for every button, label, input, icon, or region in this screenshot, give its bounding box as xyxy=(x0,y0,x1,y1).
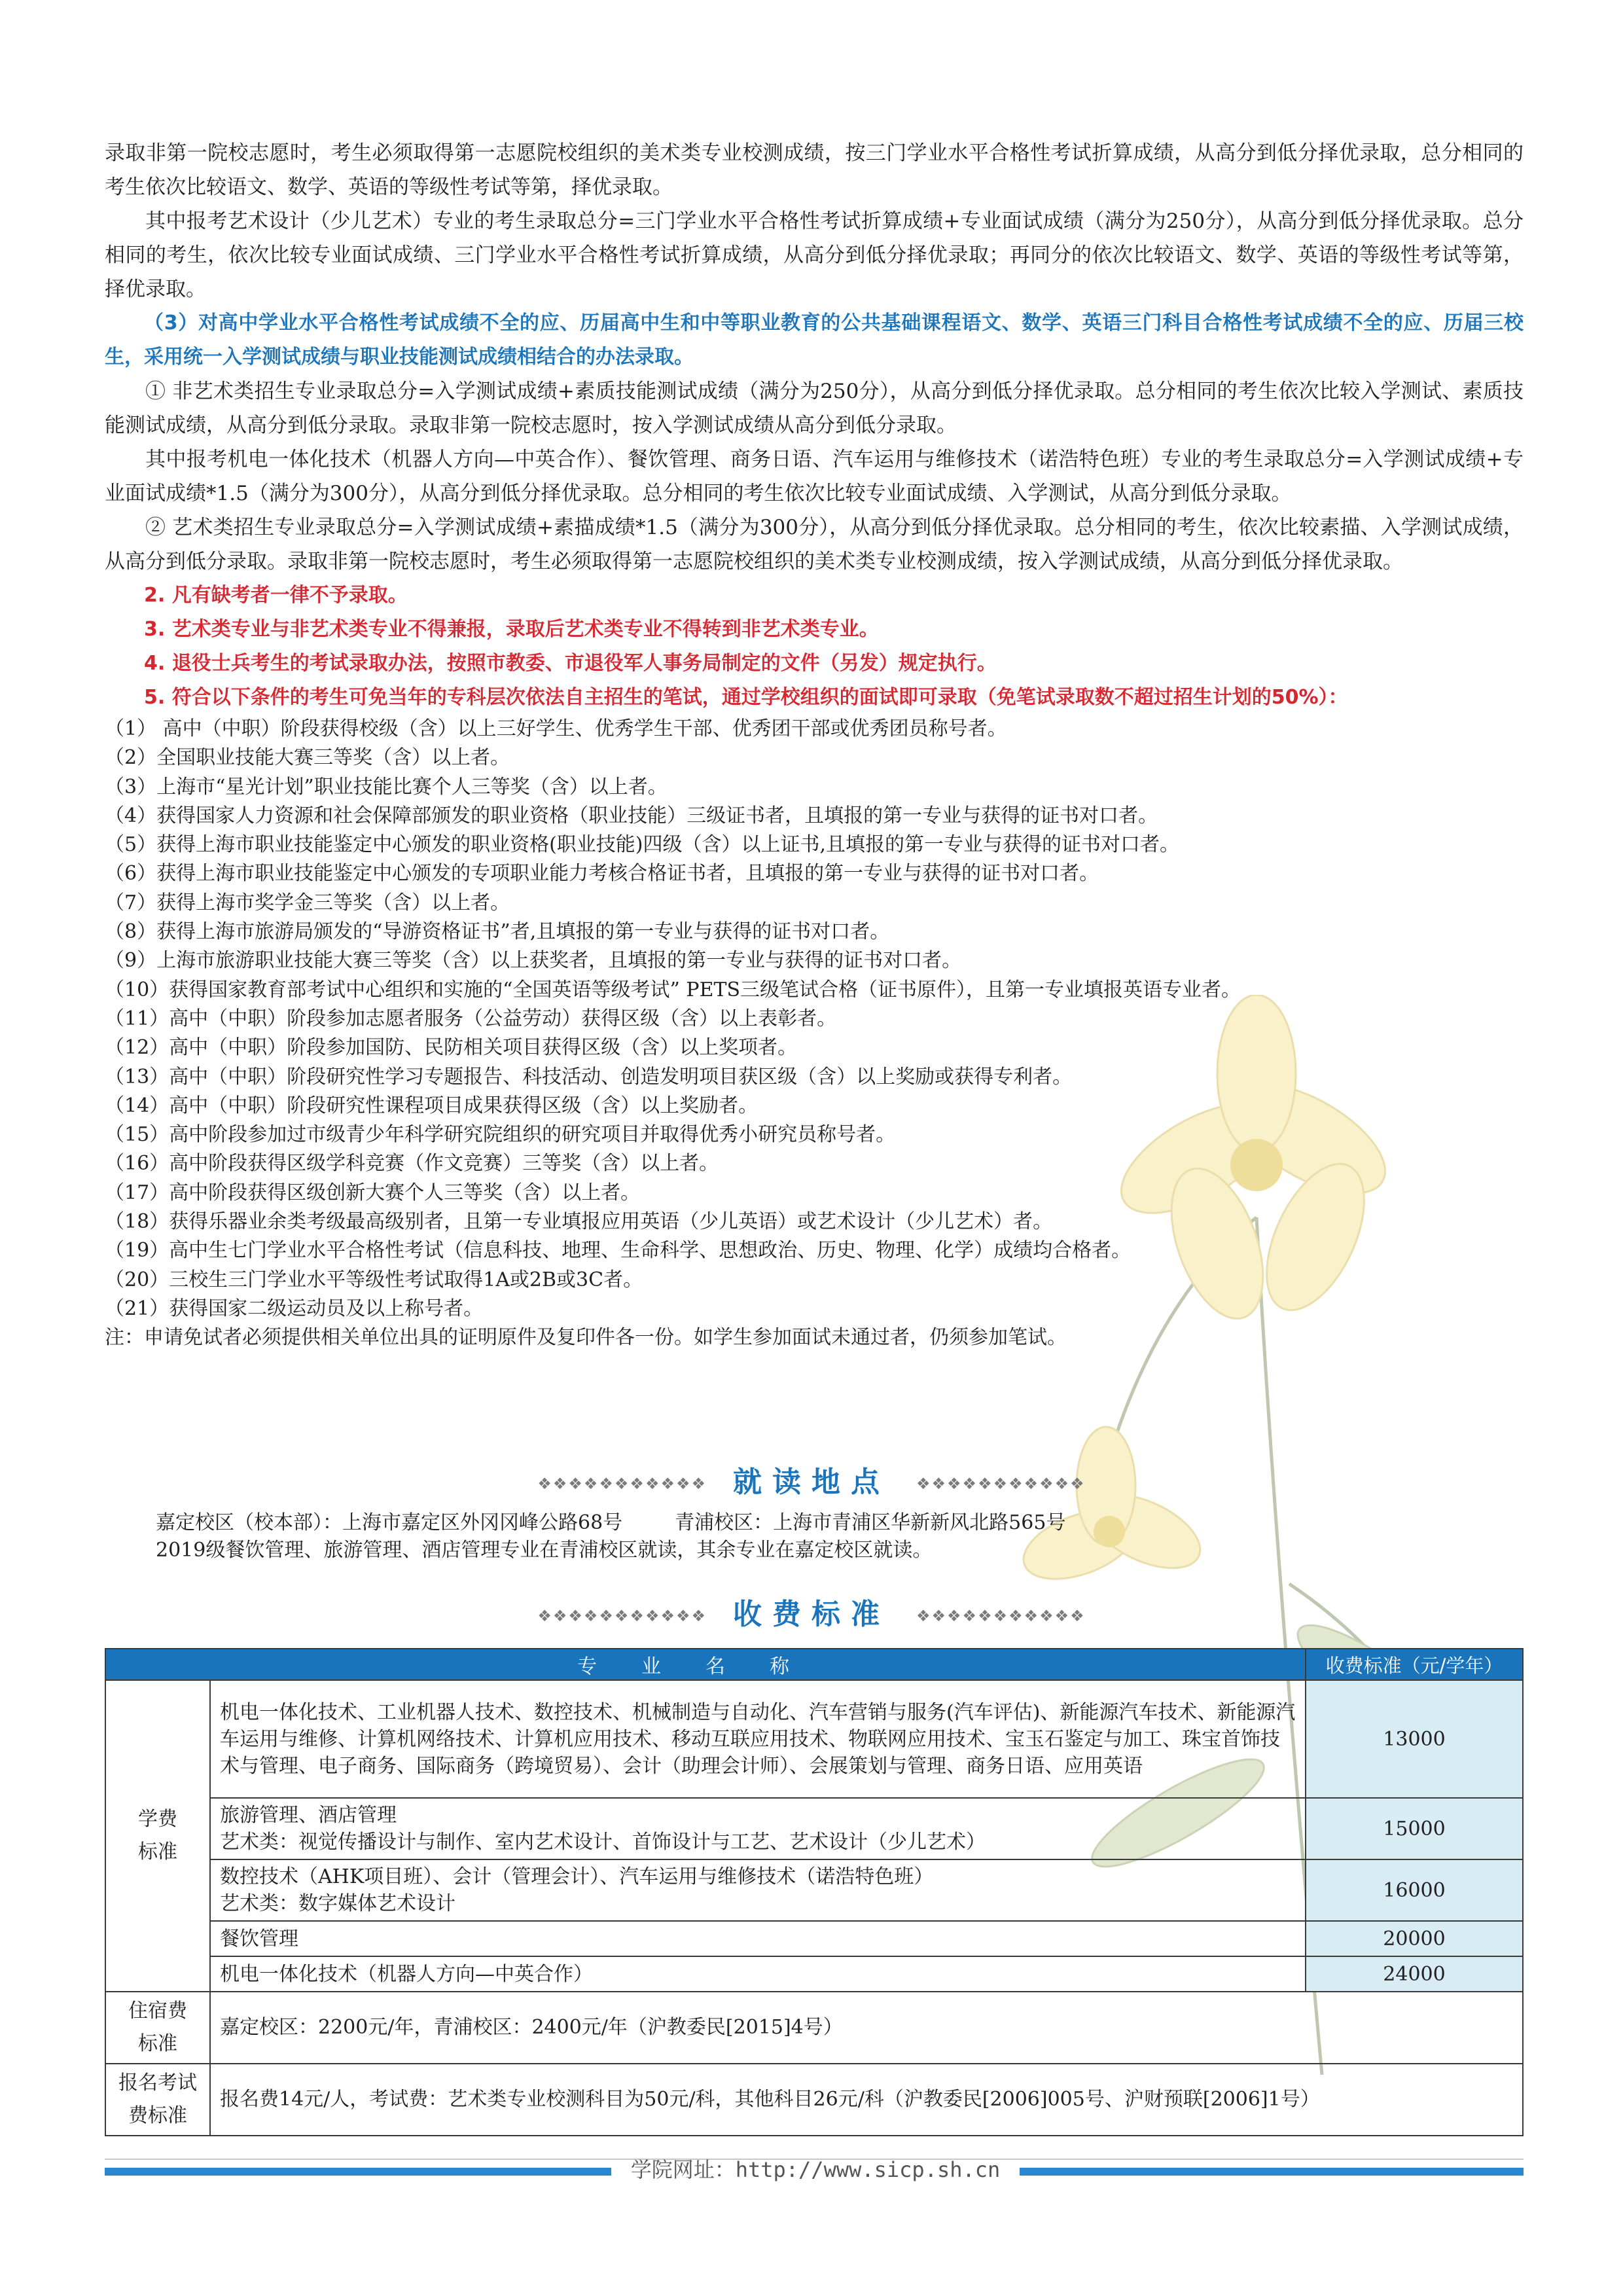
decorative-dots-icon: ❖❖❖❖❖❖❖❖❖❖❖ xyxy=(537,1475,707,1493)
paragraph-3-heading: （3）对高中学业水平合格性考试成绩不全的应、历届高中生和中等职业教育的公共基础课程语文、数学、英语三门科目合格性考试成绩不全的应、历届三校生，采用统一入学测试成绩与职业技能测试成绩相结合的办法录取。 xyxy=(105,312,1524,368)
tuition-label: 学费 标准 xyxy=(105,1680,210,1992)
paragraph-5: 其中报考机电一体化技术（机器人方向—中英合作）、餐饮管理、商务日语、汽车运用与维修技术（诺浩特色班）专业的考生录取总分=入学测试成绩+专业面试成绩*1.5（满分为300分），从高分到低分择优录取。总分相同的考生依次比较专业面试成绩、入学测试，从高分到低分录取。 xyxy=(105,448,1524,505)
rule-5: 5. 符合以下条件的考生可免当年的专科层次依法自主招生的笔试，通过学校组织的面试即可录取（免笔试录取数不超过招生计划的50%）： xyxy=(144,686,1348,709)
exam-fee-label: 报名考试 费标准 xyxy=(105,2064,210,2136)
exemption-note: 注：申请免试者必须提供相关单位出具的证明原件及复印件各一份。如学生参加面试未通过者，仍须参加笔试。 xyxy=(105,1326,1067,1350)
rule-3: 3. 艺术类专业与非艺术类专业不得兼报，录取后艺术类专业不得转到非艺术类专业。 xyxy=(144,618,879,641)
list-item: （21）获得国家二级运动员及以上称号者。 xyxy=(105,1297,484,1320)
list-item: （4）获得国家人力资源和社会保障部颁发的职业资格（职业技能）三级证书者，且填报的第一专业与获得的证书对口者。 xyxy=(105,804,1158,827)
table-row xyxy=(105,1956,1523,1992)
paragraph-2: 其中报考艺术设计（少儿艺术）专业的考生录取总分=三门学业水平合格性考试折算成绩+专业面试成绩（满分为250分），从高分到低分择优录取。总分相同的考生，依次比较专业面试成绩、三门学业水平合格性考试折算成绩，从高分到低分择优录取；再同分的依次比较语文、数学、英语的等级性考试等第，择优录取。 xyxy=(105,209,1524,301)
table-row xyxy=(105,2064,1523,2136)
decorative-dots-icon: ❖❖❖❖❖❖❖❖❖❖❖ xyxy=(916,1607,1086,1625)
list-item: （18）获得乐器业余类考级最高级别者，且第一专业填报应用英语（少儿英语）或艺术设计（少儿艺术）者。 xyxy=(105,1210,1053,1234)
footer-bar-left xyxy=(105,2168,611,2176)
footer xyxy=(105,2157,1524,2182)
table-header xyxy=(105,1649,1523,1680)
tuition-fee-4: 20000 xyxy=(1306,1921,1523,1956)
tuition-majors-2: 旅游管理、酒店管理 艺术类：视觉传播设计与制作、室内艺术设计、首饰设计与工艺、艺术设计（少儿艺术） xyxy=(210,1798,1306,1859)
table-row xyxy=(105,1921,1523,1956)
qingpu-campus: 青浦校区：上海市青浦区华新新风北路565号 xyxy=(675,1511,1066,1534)
fee-table xyxy=(105,1648,1524,2136)
campus-note: 2019级餐饮管理、旅游管理、酒店管理专业在青浦校区就读，其余专业在嘉定校区就读。 xyxy=(156,1539,933,1562)
paragraph-6: ② 艺术类招生专业录取总分=入学测试成绩+素描成绩*1.5（满分为300分），从高分到低分择优录取。总分相同的考生，依次比较素描、入学测试成绩，从高分到低分录取。录取非第一院校志愿时，考生必须取得第一志愿院校组织的美术类专业校测成绩，按入学测试成绩，从高分到低分择优录取。 xyxy=(105,516,1524,573)
location-title: 就读地点 xyxy=(733,1465,890,1499)
admission-rules xyxy=(105,136,1524,1353)
tuition-fee-3: 16000 xyxy=(1306,1859,1523,1921)
paragraph-1: 录取非第一院校志愿时，考生必须取得第一志愿院校组织的美术类专业校测成绩，按三门学业水平合格性考试折算成绩，从高分到低分择优录取，总分相同的考生依次比较语文、数学、英语的等级性考试等第，择优录取。 xyxy=(105,141,1524,199)
header-fee: 收费标准（元/学年） xyxy=(1306,1649,1523,1680)
list-item: （12）高中（中职）阶段参加国防、民防相关项目获得区级（含）以上奖项者。 xyxy=(105,1036,798,1060)
table-row xyxy=(105,1798,1523,1859)
paragraph-4: ① 非艺术类招生专业录取总分=入学测试成绩+素质技能测试成绩（满分为250分），从高分到低分择优录取。总分相同的考生依次比较入学测试、素质技能测试成绩，从高分到低分录取。录取非第一院校志愿时，按入学测试成绩从高分到低分录取。 xyxy=(105,380,1524,437)
campus-addresses xyxy=(156,1509,1065,1537)
list-item: （1） 高中（中职）阶段获得校级（含）以上三好学生、优秀学生干部、优秀团干部或优秀团员称号者。 xyxy=(105,717,1007,740)
header-major: 专业名称 xyxy=(105,1649,1306,1680)
list-item: （6）获得上海市职业技能鉴定中心颁发的专项职业能力考核合格证书者，且填报的第一专业与获得的证书对口者。 xyxy=(105,862,1099,886)
list-item: （14）高中（中职）阶段研究性课程项目成果获得区级（含）以上奖励者。 xyxy=(105,1094,758,1117)
decorative-dots-icon: ❖❖❖❖❖❖❖❖❖❖❖ xyxy=(916,1475,1086,1493)
tuition-majors-4: 餐饮管理 xyxy=(210,1921,1306,1956)
list-item: （13）高中（中职）阶段研究性学习专题报告、科技活动、创造发明项目获区级（含）以上奖励或获得专利者。 xyxy=(105,1065,1073,1088)
table-row xyxy=(105,1859,1523,1921)
fees-title: 收费标准 xyxy=(733,1598,890,1631)
tuition-fee-2: 15000 xyxy=(1306,1798,1523,1859)
rule-2: 2. 凡有缺考者一律不予录取。 xyxy=(144,584,408,607)
list-item: （20）三校生三门学业水平等级性考试取得1A或2B或3C者。 xyxy=(105,1268,643,1291)
exam-fee: 报名费14元/人，考试费：艺术类专业校测科目为50元/科，其他科目26元/科（沪教委民[2006]005号、沪财预联[2006]1号） xyxy=(210,2064,1523,2136)
website-link[interactable]: 学院网址：http://www.sicp.sh.cn xyxy=(630,2157,1001,2182)
table-row xyxy=(105,1992,1523,2064)
list-item: （15）高中阶段参加过市级青少年科学研究院组织的研究项目并取得优秀小研究员称号者。 xyxy=(105,1123,896,1147)
list-item: （5）获得上海市职业技能鉴定中心颁发的职业资格(职业技能)四级（含）以上证书,且填报的第一专业与获得的证书对口者。 xyxy=(105,833,1180,857)
fees-heading xyxy=(0,1590,1623,1632)
list-item: （17）高中阶段获得区级创新大赛个人三等奖（含）以上者。 xyxy=(105,1181,641,1204)
list-item: （2）全国职业技能大赛三等奖（含）以上者。 xyxy=(105,746,510,770)
list-item: （11）高中（中职）阶段参加志愿者服务（公益劳动）获得区级（含）以上表彰者。 xyxy=(105,1007,837,1030)
list-item: （19）高中生七门学业水平合格性考试（信息科技、地理、生命科学、思想政治、历史、物理、化学）成绩均合格者。 xyxy=(105,1239,1132,1263)
tuition-majors-5: 机电一体化技术（机器人方向—中英合作） xyxy=(210,1956,1306,1992)
list-item: （8）获得上海市旅游局颁发的“导游资格证书”者,且填报的第一专业与获得的证书对口者。 xyxy=(105,920,890,944)
tuition-majors-3: 数控技术（AHK项目班）、会计（管理会计）、汽车运用与维修技术（诺浩特色班） 艺术类：数字媒体艺术设计 xyxy=(210,1859,1306,1921)
list-item: （16）高中阶段获得区级学科竞赛（作文竞赛）三等奖（含）以上者。 xyxy=(105,1152,719,1175)
jiading-campus: 嘉定校区（校本部）：上海市嘉定区外冈冈峰公路68号 xyxy=(156,1511,623,1534)
lodging-label: 住宿费 标准 xyxy=(105,1992,210,2064)
footer-bar-right xyxy=(1020,2168,1524,2176)
lodging-fee: 嘉定校区：2200元/年，青浦校区：2400元/年（沪教委民[2015]4号） xyxy=(210,1992,1523,2064)
list-item: （3）上海市“星光计划”职业技能比赛个人三等奖（含）以上者。 xyxy=(105,775,668,798)
exemption-conditions xyxy=(105,715,1524,1353)
rule-4: 4. 退役士兵考生的考试录取办法，按照市教委、市退役军人事务局制定的文件（另发）规定执行。 xyxy=(144,652,997,675)
list-item: （10）获得国家教育部考试中心组织和实施的“全国英语等级考试” PETS三级笔试合格（证书原件），且第一专业填报英语专业者。 xyxy=(105,978,1241,1001)
table-row xyxy=(105,1680,1523,1798)
list-item: （9）上海市旅游职业技能大赛三等奖（含）以上获奖者，且填报的第一专业与获得的证书对口者。 xyxy=(105,949,962,973)
decorative-dots-icon: ❖❖❖❖❖❖❖❖❖❖❖ xyxy=(537,1607,707,1625)
location-heading xyxy=(0,1458,1623,1500)
tuition-fee-5: 24000 xyxy=(1306,1956,1523,1992)
tuition-majors-1: 机电一体化技术、工业机器人技术、数控技术、机械制造与自动化、汽车营销与服务(汽车评估)、新能源汽车技术、新能源汽车运用与维修、计算机网络技术、计算机应用技术、移动互联应用技术、物联网应用技术、宝玉石鉴定与加工、珠宝首饰技术与管理、电子商务、国际商务（跨境贸易）、会计（助理会计师）、会展策划与管理、商务日语、应用英语 xyxy=(210,1680,1306,1798)
list-item: （7）获得上海市奖学金三等奖（含）以上者。 xyxy=(105,891,510,914)
tuition-fee-1: 13000 xyxy=(1306,1680,1523,1798)
